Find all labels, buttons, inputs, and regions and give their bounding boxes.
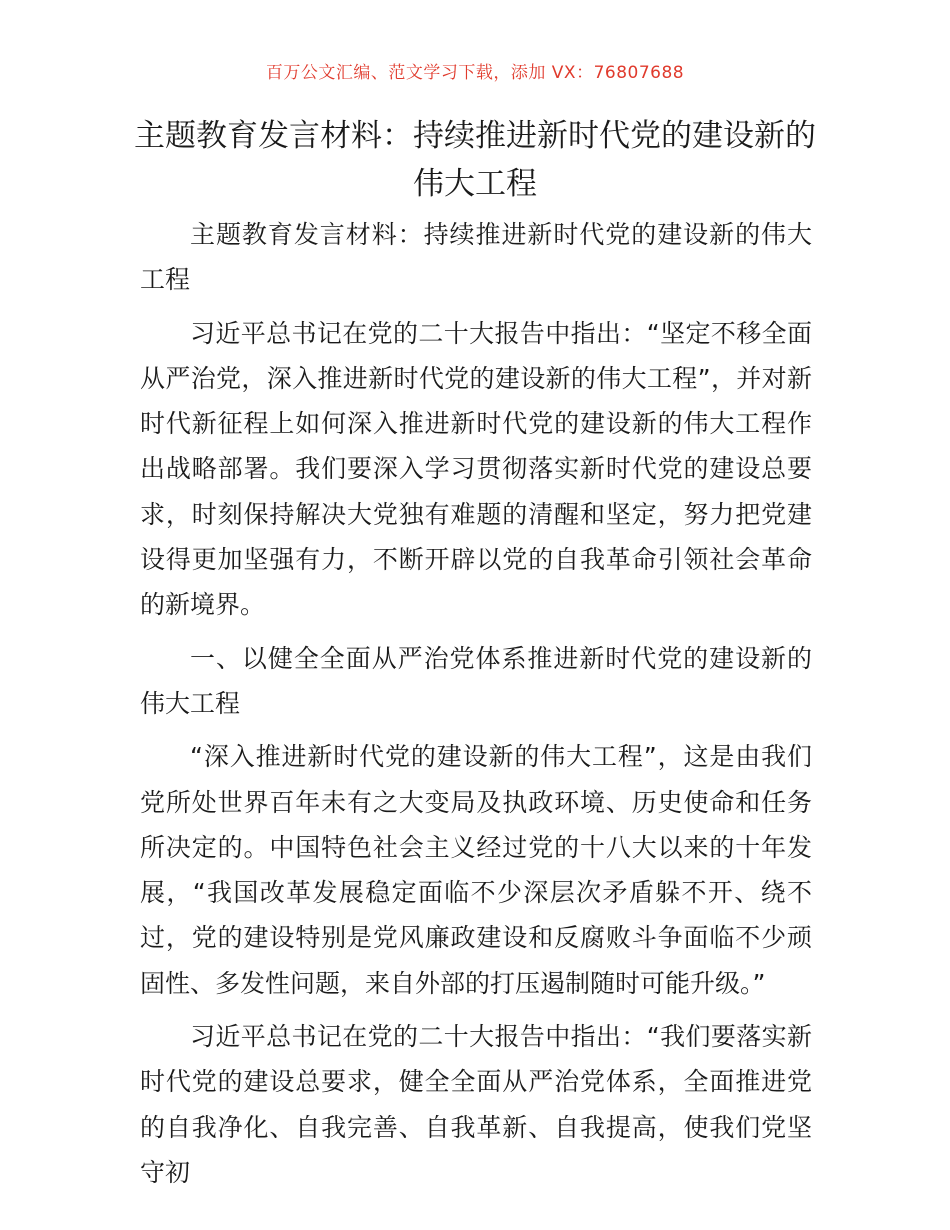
paragraph-intro: 习近平总书记在党的二十大报告中指出：“坚定不移全面从严治党，深入推进新时代党的建设新的伟大工程”，并对新时代新征程上如何深入推进新时代党的建设新的伟大工程作出战略部署。我们要深入学习贯彻落实新时代党的建设总要求，时刻保持解决大党独有难题的清醒和坚定，努力把党建设得更加坚强有力，不断开辟以党的自我革命引领社会革命的新境界。: [140, 318, 812, 620]
paragraph-subtitle: 主题教育发言材料：持续推进新时代党的建设新的伟大工程: [140, 220, 812, 295]
paragraph-section1-body: “深入推进新时代党的建设新的伟大工程”，这是由我们党所处世界百年未有之大变局及执政环境、历史使命和任务所决定的。中国特色社会主义经过党的十八大以来的十年发展，“我国改革发展稳定面临不少深层次矛盾躲不开、绕不过，党的建设特别是党风廉政建设和反腐败斗争面临不少顽固性、多发性问题，来自外部的打压遏制随时可能升级。”: [140, 742, 812, 998]
document-body: [140, 212, 812, 1203]
section-heading-1: 一、以健全全面从严治党体系推进新时代党的建设新的伟大工程: [140, 643, 812, 718]
document-title: 主题教育发言材料：持续推进新时代党的建设新的伟大工程: [134, 118, 816, 202]
paragraph-quote: 习近平总书记在党的二十大报告中指出：“我们要落实新时代党的建设总要求，健全全面从严治党体系，全面推进党的自我净化、自我完善、自我革新、自我提高，使我们党坚守初: [140, 1022, 812, 1187]
header-watermark: 百万公文汇编、范文学习下载，添加 VX：76807688: [265, 63, 685, 83]
